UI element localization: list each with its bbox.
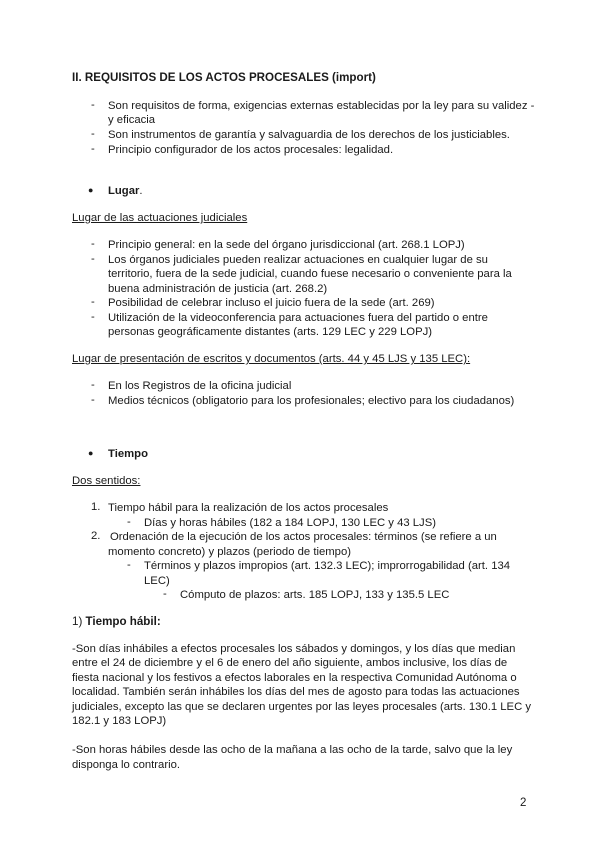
dash-marker: - [127,559,131,571]
list-number: 2. [91,530,101,542]
lugar-sub2-title: Lugar de presentación de escritos y documentos (arts. 44 y 45 LJS y 135 LEC): [72,353,471,365]
dash-marker: - [127,516,131,528]
list-item-cont: personas geográficamente distantes (arts. 129 LEC y 229 LOPJ) [108,326,433,338]
intro-item-1-cont: y eficacia [108,114,156,126]
list-item: Principio general: en la sede del órgano jurisdiccional (art. 268.1 LOPJ) [108,239,465,251]
dash-marker: - [91,238,95,250]
numbered-item-1: Tiempo hábil para la realización de los actos procesales [108,502,389,514]
numbered-item-2-cont: momento concreto) y plazos (periodo de tiempo) [108,546,351,558]
tiempo-habil-title: 1) Tiempo hábil: [72,615,161,628]
dash-marker: - [163,588,167,600]
intro-item-1: Son requisitos de forma, exigencias externas establecidas por la ley para su validez - [108,100,535,112]
list-item: Posibilidad de celebrar incluso el juicio fuera de la sede (art. 269) [108,297,435,309]
paragraph-line: fiesta nacional y los festivos a efectos laborales en la respectiva Comunidad Autónoma o [72,672,517,684]
dash-marker: - [91,296,95,308]
paragraph-line: judiciales, excepto las que se declaren urgentes por las leyes procesales (arts. 130.1 LEC y [72,701,532,713]
dash-marker: - [91,143,95,155]
dash-marker: - [91,394,95,406]
dash-marker: - [91,128,95,140]
lugar-sub1-title: Lugar de las actuaciones judiciales [72,212,248,224]
page-number: 2 [520,797,527,809]
intro-item-2: Son instrumentos de garantía y salvaguardia de los derechos de los justiciables. [108,129,510,141]
numbered-item-1-sub: Días y horas hábiles (182 a 184 LOPJ, 130 LEC y 43 LJS) [144,517,436,529]
list-item: Medios técnicos (obligatorio para los profesionales; electivo para los ciudadanos) [108,395,515,407]
numbered-item-2-sub-cont: LEC) [144,575,170,587]
paragraph-line: localidad. También serán inhábiles los días del mes de agosto para todas las actuaciones [72,686,520,698]
dash-marker: - [91,379,95,391]
dash-marker: - [91,311,95,323]
paragraph-line: -Son horas hábiles desde las ocho de la mañana a las ocho de la tarde, salvo que la ley [72,744,513,756]
numbered-item-2: Ordenación de la ejecución de los actos procesales: términos (se refiere a un [110,531,497,543]
list-item-cont: territorio, fuera de la sede judicial, cuando fuese necesario o conveniente para la [108,268,512,280]
paragraph-line: -Son días inhábiles a efectos procesales los sábados y domingos, y los días que median [72,643,516,655]
dash-marker: - [91,253,95,265]
dash-marker: - [91,99,95,111]
tiempo-sentidos-title: Dos sentidos: [72,475,141,487]
paragraph-line: disponga lo contrario. [72,759,181,771]
list-item-cont: buena administración de justicia (art. 268.2) [108,283,328,295]
bullet-icon: ● [88,185,94,195]
bullet-icon: ● [88,448,94,458]
list-number: 1. [91,501,101,513]
tiempo-heading: Tiempo [108,448,148,460]
list-item: En los Registros de la oficina judicial [108,380,292,392]
paragraph-line: 182.1 y 183 LOPJ) [72,715,167,727]
paragraph-line: entre el 24 de diciembre y el 6 de enero del año siguiente, ambos inclusive, los días de [72,657,508,669]
lugar-heading: Lugar. [108,185,143,197]
section-title: II. REQUISITOS DE LOS ACTOS PROCESALES (import) [72,71,376,84]
numbered-item-2-subsub: Cómputo de plazos: arts. 185 LOPJ, 133 y 135.5 LEC [180,589,450,601]
list-item: Los órganos judiciales pueden realizar actuaciones en cualquier lugar de su [108,254,488,266]
intro-item-3: Principio configurador de los actos procesales: legalidad. [108,144,394,156]
numbered-item-2-sub: Términos y plazos impropios (art. 132.3 LEC); improrrogabilidad (art. 134 [144,560,511,572]
list-item: Utilización de la videoconferencia para actuaciones fuera del partido o entre [108,312,488,324]
